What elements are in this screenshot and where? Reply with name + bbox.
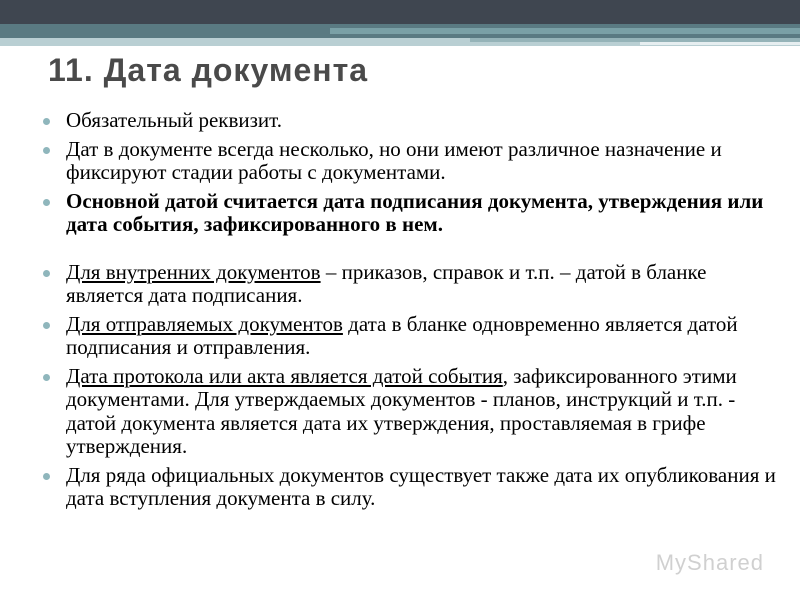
bullet-item (42, 313, 782, 360)
bullet-dot-icon (43, 374, 50, 381)
bullet-dot-icon (43, 199, 50, 206)
header-teal-highlight (330, 28, 800, 34)
bullet-item-bold (42, 190, 782, 237)
header-dark-band (0, 0, 800, 24)
bullet-text: Дат в документе всегда несколько, но они имеют различное назначение и фиксируют стадии работы с документами. (66, 136, 722, 184)
bullet-dot-icon (43, 270, 50, 277)
bullet-underlined-text: Для внутренних документов (66, 259, 321, 284)
bullet-dot-icon (43, 473, 50, 480)
bullet-text: Для ряда официальных документов существует также дата их опубликования и дата вступления документа в силу. (66, 462, 776, 510)
bullet-dot-icon (43, 147, 50, 154)
bullet-text: Основной датой считается дата подписания документа, утверждения или дата события, зафиксированного в нем. (66, 188, 764, 236)
bullet-text: Обязательный реквизит. (66, 108, 283, 132)
bullet-item (42, 109, 782, 133)
bullet-text: – приказов, справок и т.п. – датой в бланке является дата подписания. (66, 259, 707, 307)
header-white-line (640, 42, 800, 45)
bullet-dot-icon (43, 322, 50, 329)
bullet-item (42, 261, 782, 308)
slide-title: 11. Дата документа (48, 52, 369, 88)
bullet-underlined-text: Дата протокола или акта является датой события (66, 363, 503, 388)
bullet-item (42, 138, 782, 185)
bullet-text: , зафиксированного этими документами. Для утверждаемых документов - планов, инструкций и т.п. - датой документа является дата их утверждения, проставляемая в грифе утверждения. (66, 363, 737, 458)
bullet-underlined-text: Для отправляемых документов (66, 311, 343, 336)
bullet-list (42, 109, 782, 516)
bullet-dot-icon (43, 118, 50, 125)
bullet-item (42, 464, 782, 511)
bullet-text: дата в бланке одновременно является датой подписания и отправления. (66, 311, 738, 359)
bullet-item (42, 365, 782, 459)
watermark: MyShared (655, 550, 764, 575)
